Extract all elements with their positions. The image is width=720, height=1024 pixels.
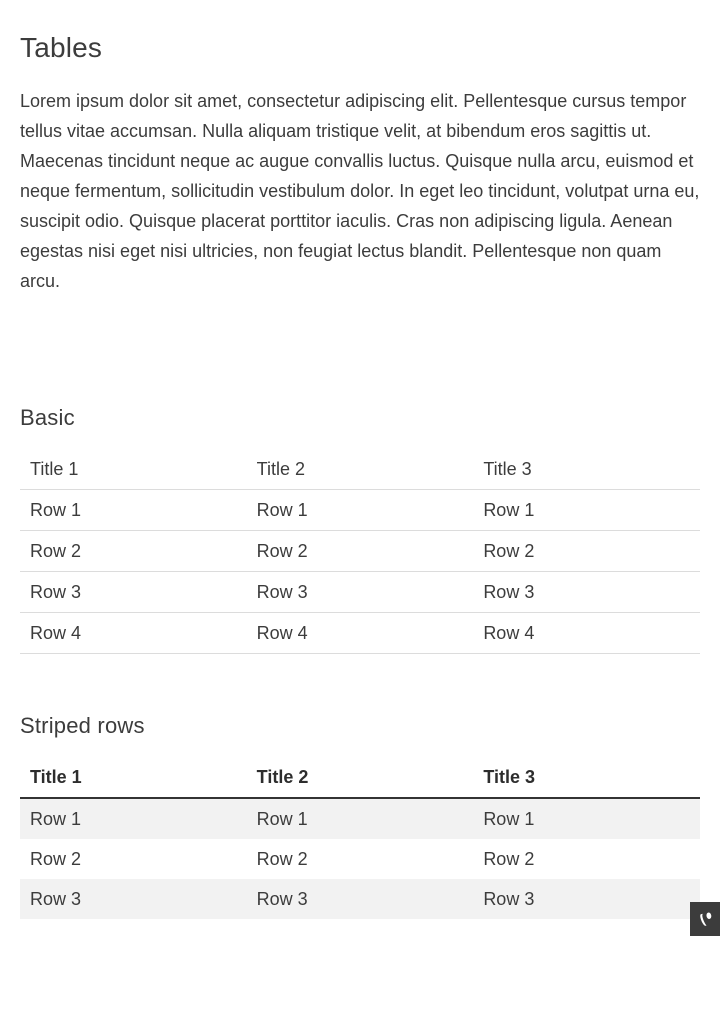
table-row (20, 839, 700, 879)
section-heading-striped: Striped rows (20, 713, 145, 738)
table-row (20, 879, 700, 919)
table-cell: Row 1 (256, 809, 308, 829)
section-striped (20, 712, 700, 919)
table-cell: Row 2 (30, 849, 82, 869)
table-row (20, 572, 700, 613)
table-cell: Row 1 (247, 490, 474, 531)
table-header-row (20, 449, 700, 490)
table-cell: Row 3 (20, 572, 247, 613)
table-cell: Row 1 (483, 809, 535, 829)
table-cell: Row 3 (30, 889, 82, 909)
column-header: Title 1 (20, 757, 247, 798)
section-heading-basic: Basic (20, 405, 75, 430)
table-cell: Row 2 (473, 531, 700, 572)
table-cell: Row 1 (20, 490, 247, 531)
table-cell: Row 2 (483, 849, 535, 869)
table-cell: Row 3 (247, 572, 474, 613)
table-cell: Row 4 (473, 613, 700, 654)
column-header: Title 2 (247, 449, 474, 490)
table-cell: Row 2 (20, 531, 247, 572)
column-header: Title 3 (473, 449, 700, 490)
table-row (20, 613, 700, 654)
table-row (20, 798, 700, 839)
table-row (20, 490, 700, 531)
striped-table (20, 757, 700, 919)
column-header: Title 2 (247, 757, 474, 798)
table-cell: Row 1 (30, 809, 82, 829)
section-basic (20, 404, 700, 654)
table-header-row (20, 757, 700, 798)
table-row (20, 531, 700, 572)
column-header: Title 3 (473, 757, 700, 798)
table-cell: Row 2 (256, 849, 308, 869)
table-cell: Row 2 (247, 531, 474, 572)
intro-paragraph: Lorem ipsum dolor sit amet, consectetur adipiscing elit. Pellentesque cursus tempor tellus vitae accumsan. Nulla aliquam tristique velit, at bibendum eros sagittis ut. Maecenas tincidunt neque ac augue convallis luctus. Quisque nulla arcu, euismod et neque fermentum, sollicitudin vestibulum dolor. In eget leo tincidunt, volutpat urna eu, suscipit odio. Quisque placerat porttitor iaculis. Cras non adipiscing ligula. Aenean egestas nisi eget nisi ultricies, non feugiat lectus blandit. Pellentesque non quam arcu. (20, 91, 700, 291)
table-cell: Row 3 (483, 889, 535, 909)
typo3-admin-panel-badge[interactable] (690, 902, 720, 936)
basic-table (20, 449, 700, 654)
table-cell: Row 1 (473, 490, 700, 531)
page-content (0, 30, 720, 919)
typo3-icon (698, 912, 713, 927)
page-title: Tables (20, 32, 103, 63)
table-cell: Row 4 (247, 613, 474, 654)
table-cell: Row 3 (473, 572, 700, 613)
table-cell: Row 4 (20, 613, 247, 654)
table-cell: Row 3 (256, 889, 308, 909)
column-header: Title 1 (20, 449, 247, 490)
